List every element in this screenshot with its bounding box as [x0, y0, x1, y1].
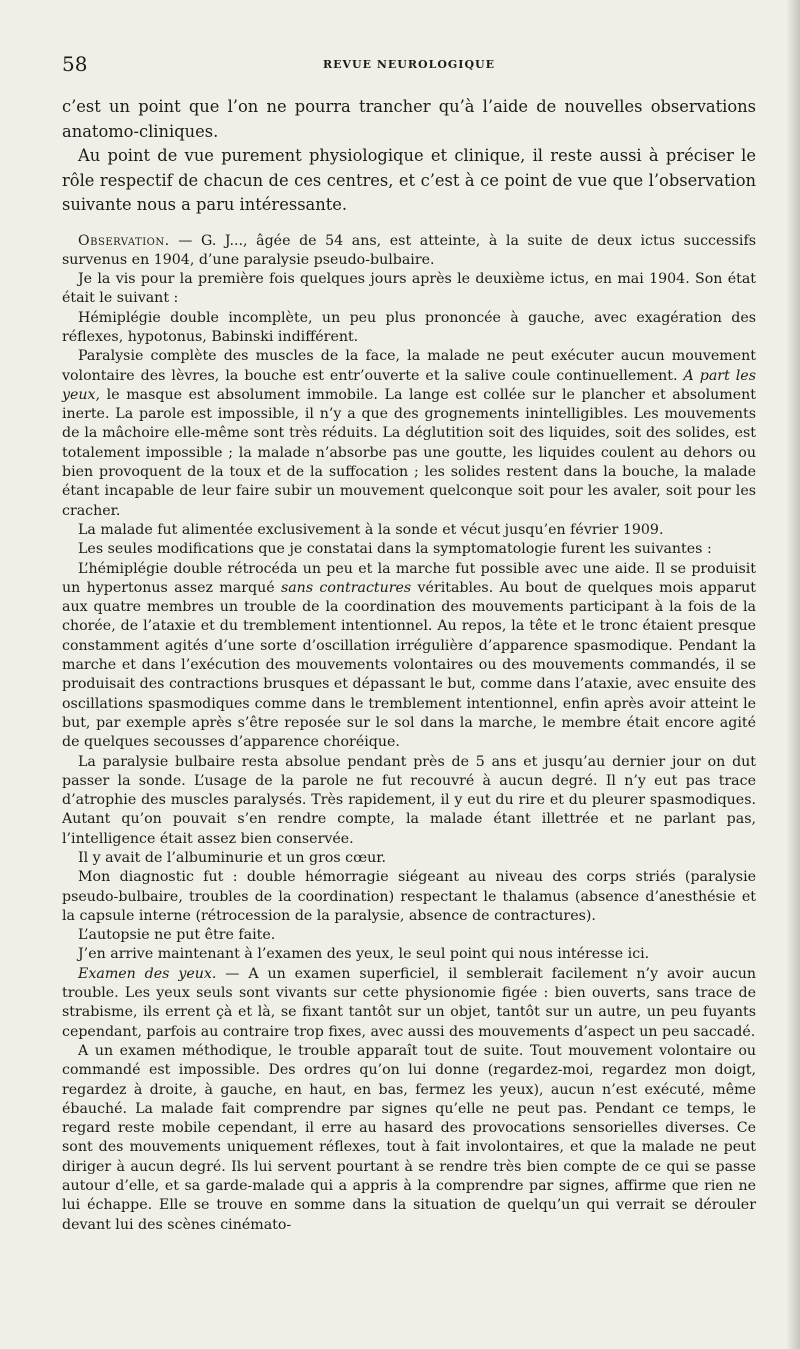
observation-text: — A un examen superficiel, il semblerait facilement n’y avoir aucun trouble. Les yeux seuls sont vivants sur cette physionomie figée : bien ouverts, sans trace de strabisme, ils errent çà et là, se fixant tantôt sur un objet, tantôt sur un autre, un peu fuyants cependant, parfois au contraire trop fixes, avec aussi des mouvements d’aspect un peu saccadé.: [62, 965, 756, 1040]
observation-emphasis: A part les yeux,: [62, 367, 756, 403]
page-number: 58: [62, 52, 88, 76]
observation-paragraph: La malade fut alimentée exclusivement à la sonde et vécut jusqu’en février 1909.: [78, 521, 664, 538]
page-header: [62, 52, 756, 76]
observation-paragraph: A un examen méthodique, le trouble apparaît tout de suite. Tout mouvement volontaire ou commandé est impossible. Des ordres qu’on lui donne (regardez-moi, regardez mon doigt, regardez à droite, à gauche, en haut, en bas, fermez les yeux), aucun n’est exécuté, même ébauché. La malade fait comprendre par signes qu’elle ne peut pas. Pendant ce temps, le regard reste mobile cependant, il erre au hasard des provocations sensorielles diverses. Ce sont des mouvements uniquement réflexes, tout à fait involontaires, et que la malade ne peut diriger à aucun degré. Ils lui servent pourtant à se rendre très bien compte de ce qui se passe autour d’elle, et sa garde-malade qui a appris à la comprendre par signes, affirme que rien ne lui échappe. Elle se trouve en somme dans la situation de quelqu’un qui verrait se dérouler devant lui des scènes cinémato-: [62, 1042, 756, 1233]
observation-paragraph: [62, 965, 756, 1042]
observation-paragraph: L’autopsie ne put être faite.: [78, 927, 276, 944]
observation-paragraph: J’en arrive maintenant à l’examen des yeux, le seul point qui nous intéresse ici.: [78, 946, 650, 963]
intro-paragraph: Au point de vue purement physiologique et clinique, il reste aussi à préciser le rôle respectif de chacun de ces centres, et c’est à ce point de vue que l’observation suivante nous a paru intéressante.: [62, 146, 756, 214]
intro-paragraph: c’est un point que l’on ne pourra trancher qu’à l’aide de nouvelles observations anatomo-cliniques.: [62, 97, 756, 141]
page-body: [62, 95, 756, 1235]
intro-section: [62, 95, 756, 218]
observation-emphasis: sans contractures: [280, 579, 412, 596]
observation-paragraph: La paralysie bulbaire resta absolue pendant près de 5 ans et jusqu’au dernier jour on dut passer la sonde. L’usage de la parole ne fut recouvré à aucun degré. Il n’y eut pas trace d’atrophie des muscles paralysés. Très rapidement, il y eut du rire et du pleurer spasmodiques. Autant qu’on pouvait s’en rendre compte, la malade étant illettrée et ne parlant pas, l’intelligence était assez bien conservée.: [62, 753, 756, 847]
running-title: REVUE NEUROLOGIQUE: [322, 58, 496, 71]
observation-paragraph: Je la vis pour la première fois quelques jours après le deuxième ictus, en mai 1904. Son état était le suivant :: [62, 271, 756, 307]
observation-paragraph: Les seules modifications que je constatai dans la symptomatologie furent les suivantes :: [78, 541, 712, 558]
observation-paragraph: Il y avait de l’albuminurie et un gros cœur.: [78, 850, 387, 866]
observation-paragraph: Hémiplégie double incomplète, un peu plus prononcée à gauche, avec exagération des réflexes, hypotonus, Babinski indifférent.: [62, 309, 756, 345]
observation-paragraph: Mon diagnostic fut : double hémorragie siégeant au niveau des corps striés (paralysie pseudo-bulbaire, troubles de la coordination) respectant le thalamus (absence d’anesthésie et la capsule interne (rétrocession de la paralysie, absence de contractures).: [62, 869, 756, 924]
observation-paragraph: [62, 232, 756, 271]
observation-label: Observation.: [78, 232, 170, 249]
section-heading: Examen des yeux.: [78, 965, 217, 982]
observation-text: Paralysie complète des muscles de la face, la malade ne peut exécuter aucun mouvement volontaire des lèvres, la bouche est entr’ouverte et la salive coule continuellement.: [62, 348, 756, 384]
observation-paragraph: [62, 347, 756, 521]
page-edge-shadow: [786, 0, 800, 1349]
observation-paragraph: [62, 560, 756, 753]
observation-text: — G. J..., âgée de 54 ans, est atteinte, à la suite de deux ictus successifs survenus en 1904, d’une paralysie pseudo-bulbaire.: [62, 232, 756, 268]
observation-text: véritables. Au bout de quelques mois apparut aux quatre membres un trouble de la coordination des mouvements participant à la fois de la chorée, de l’ataxie et du tremblement intentionnel. Au repos, la tête et le tronc étaient presque constamment agités d’une sorte d’oscillation irrégulière d’apparence spasmodique. Pendant la marche et dans l’exécution des mouvements volontaires ou des mouvements commandés, il se produisait des contractions brusques et dépassant le but, comme dans l’ataxie, avec ensuite des oscillations spasmodiques comme dans le tremblement intentionnel, enfin après avoir atteint le but, par exemple après s’être reposée sur le sol dans la marche, le membre était encore agité de quelques secousses d’apparence choréique.: [62, 579, 756, 751]
observation-section: [62, 232, 756, 1235]
observation-text: le masque est absolument immobile. La lange est collée sur le plancher et absolument inerte. La parole est impossible, il n’y a que des grognements inintelligibles. Les mouvements de la mâchoire elle-même sont très réduits. La déglutition soit des liquides, soit des solides, est totalement impossible ; la malade n’absorbe pas une goutte, les liquides coulent au dehors ou bien provoquent de la toux et de la suffocation ; les solides restent dans la bouche, la malade étant incapable de leur faire subir un mouvement quelconque soit pour les avaler, soit pour les cracher.: [62, 386, 756, 519]
observation-text: L’hémiplégie double rétrocéda un peu et la marche fut possible avec une aide. Il se produisit un hypertonus assez marqué: [62, 560, 756, 596]
